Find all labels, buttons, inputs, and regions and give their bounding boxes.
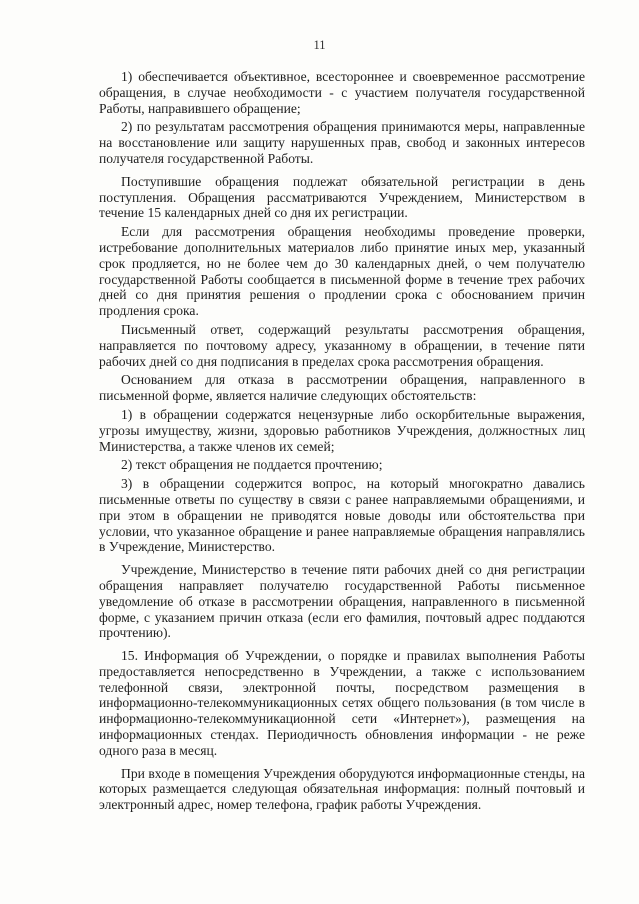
- paragraph-item-2: 2) по результатам рассмотрения обращения принимаются меры, направленные на восстановление или защиту нарушенных прав, свобод и законных интересов получателя государственной Работы.: [99, 119, 585, 166]
- paragraph-ground-2: 2) текст обращения не поддается прочтению;: [121, 457, 383, 473]
- paragraph-refusal-notice: Учреждение, Министерство в течение пяти рабочих дней со дня регистрации обращения направляет получателю государственной Работы письменное уведомление об отказе в рассмотрении обращения, направленного в письменной форме, с указанием причин отказа (если его фамилия, почтовый адрес поддаются прочтению).: [99, 562, 585, 641]
- paragraph-ground-3: 3) в обращении содержится вопрос, на который многократно давались письменные ответы по существу в связи с ранее направляемыми обращениями, и при этом в обращении не приводятся новые доводы или обстоятельства при условии, что указанное обращение и ранее направляемые обращения направлялись в Учреждение, Министерство.: [99, 476, 585, 555]
- paragraph-ground-1: 1) в обращении содержатся нецензурные либо оскорбительные выражения, угрозы имуществу, жизни, здоровью работников Учреждения, должностных лиц Министерства, а также членов их семей;: [99, 406, 585, 454]
- document-body: [99, 69, 585, 813]
- page-number: 11: [313, 38, 326, 52]
- paragraph-item-1: 1) обеспечивается объективное, всестороннее и своевременное рассмотрение обращения, в случае необходимости - с участием получателя государственной Работы, направившего обращение;: [99, 69, 585, 116]
- paragraph-registration: Поступившие обращения подлежат обязательной регистрации в день поступления. Обращения рассматриваются Учреждением, Министерством в течение 15 календарных дней со дня их регистрации.: [99, 173, 585, 221]
- paragraph-extension: Если для рассмотрения обращения необходимы проведение проверки, истребование дополнительных материалов либо принятие иных мер, указанный срок продляется, но не более чем до 30 календарных дней, о чем получателю государственной Работы сообщается в письменной форме в течение трех рабочих дней со дня принятия решения о продлении срока с обоснованием причин продления срока.: [99, 224, 585, 319]
- paragraph-section-15: 15. Информация об Учреждении, о порядке и правилах выполнения Работы предоставляется непосредственно в Учреждении, а также с использованием телефонной связи, электронной почты, посредством размещения в информационно-телекоммуникационных сетях общего пользования (в том числе в информационно-телекоммуникационной сети «Интернет»), размещения на информационных стендах. Периодичность обновления информации - не реже одного раза в месяц.: [99, 648, 585, 758]
- paragraph-info-stands: При входе в помещения Учреждения оборудуются информационные стенды, на которых размещается следующая обязательная информация: полный почтовый и электронный адрес, номер телефона, график работы Учреждения.: [99, 765, 585, 813]
- paragraph-written-answer: Письменный ответ, содержащий результаты рассмотрения обращения, направляется по почтовому адресу, указанному в обращении, в течение пяти рабочих дней со дня подписания в пределах срока рассмотрения обращения.: [99, 321, 585, 369]
- paragraph-refusal-grounds: Основанием для отказа в рассмотрении обращения, направленного в письменной форме, является наличие следующих обстоятельств:: [99, 372, 585, 404]
